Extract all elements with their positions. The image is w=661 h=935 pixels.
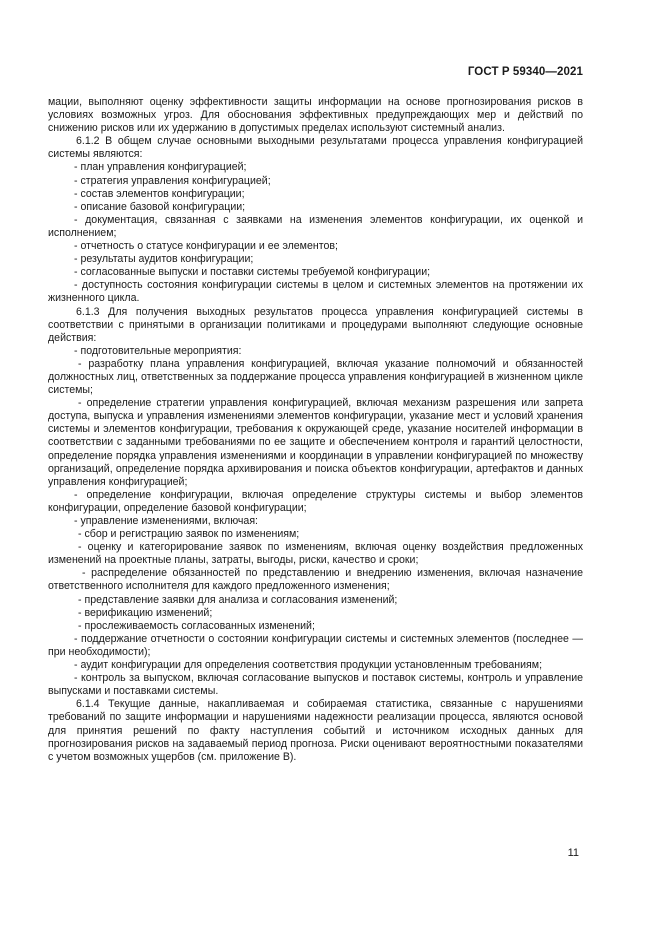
list-item: - согласованные выпуски и поставки системы требуемой конфигурации; <box>74 266 431 279</box>
list-item: - распределение обязанностей по представлению и внедрению изменения, включая назначение ответственного исполнителя для каждого предложенного изменения; <box>48 567 583 593</box>
list-item: - состав элементов конфигурации; <box>74 187 245 200</box>
list-item: - управление изменениями, включая: <box>74 515 258 527</box>
list-item: - сбор и регистрацию заявок по изменениям; <box>78 528 300 541</box>
document-header: ГОСТ Р 59340—2021 <box>467 66 583 78</box>
list-item: - стратегия управления конфигурацией; <box>74 174 271 187</box>
document-body <box>48 96 583 764</box>
list-item: - аудит конфигурации для определения соответствия продукции установленным требованиям; <box>74 659 543 672</box>
list-item: - результаты аудитов конфигурации; <box>74 253 254 266</box>
page-number: 11 <box>567 847 579 859</box>
list-item: - представление заявки для анализа и согласования изменений; <box>78 593 398 606</box>
list-item: - определение конфигурации, включая определение структуры системы и выбор элементов конфигурации, определение базовой конфигурации; <box>48 488 583 514</box>
list-item: - разработку плана управления конфигурацией, включая указание полномочий и обязанностей должностных лиц, ответственных за поддержание процесса управления конфигурацией в жизненном цикле системы; <box>48 357 583 397</box>
list-item: - определение стратегии управления конфигурацией, включая механизм разрешения или запрета доступа, выпуска и управления изменениями элементов конфигурации, указание мест и условий хранения системы и элементов конфигурации, требования к окружающей среде, указание носителей информации в соответствии с заданными требованиями по ее защите и обеспечением контроля и гарантий целостности, определение порядка управления изменениями и координации в управлении конфигурацией по множеству организаций, определение порядка архивирования и поиска объектов конфигурации, артефактов и данных управления конфигурацией; <box>48 397 583 488</box>
clause-6-1-3: 6.1.3 Для получения выходных результатов процесса управления конфигурацией системы в соответствии с принятыми в организации политиками и процедурами выполняют следующие основные действия: <box>48 305 583 344</box>
list-item: - доступность состояния конфигурации системы в целом и системных элементов на протяжении их жизненного цикла. <box>48 279 583 305</box>
list-item: - план управления конфигурацией; <box>74 161 247 174</box>
list-item: - оценку и категорирование заявок по изменениям, включая оценку воздействия предложенных изменений на проектные планы, затраты, выгоды, риски, качество и сроки; <box>48 541 583 567</box>
clause-6-1-2: 6.1.2 В общем случае основными выходными результатами процесса управления конфигурацией системы являются: <box>48 135 583 161</box>
list-item: - контроль за выпуском, включая согласование выпусков и поставок системы, контроль и управление выпусками и поставками системы. <box>48 672 583 698</box>
list-item: - описание базовой конфигурации; <box>74 200 246 213</box>
list-item: - документация, связанная с заявками на изменения элементов конфигурации, их оценкой и исполнением; <box>48 213 583 239</box>
paragraph: мации, выполняют оценку эффективности защиты информации на основе прогнозирования рисков в условиях возможных угроз. Для обоснования эффективных предупреждающих мер и действий по снижению рисков или их удержанию в допустимых пределах используют системный анализ. <box>48 96 583 135</box>
list-item: - отчетность о статусе конфигурации и ее элементов; <box>74 240 338 253</box>
list-item: - подготовительные мероприятия: <box>74 344 242 357</box>
clause-6-1-4: 6.1.4 Текущие данные, накапливаемая и собираемая статистика, связанные с нарушениями требований по защите информации и нарушениями надежности реализации процесса, являются основой для принятия решений по факту наступления событий и источником исходных данных для прогнозирования рисков на задаваемый период прогноза. Риски оценивают вероятностными показателями с учетом возможных ущербов (см. приложение В). <box>48 698 583 763</box>
list-item: - верификацию изменений; <box>78 606 213 619</box>
list-item: - прослеживаемость согласованных изменений; <box>78 619 315 632</box>
list-item: - поддержание отчетности о состоянии конфигурации системы и системных элементов (последнее — при необходимости); <box>48 632 583 658</box>
